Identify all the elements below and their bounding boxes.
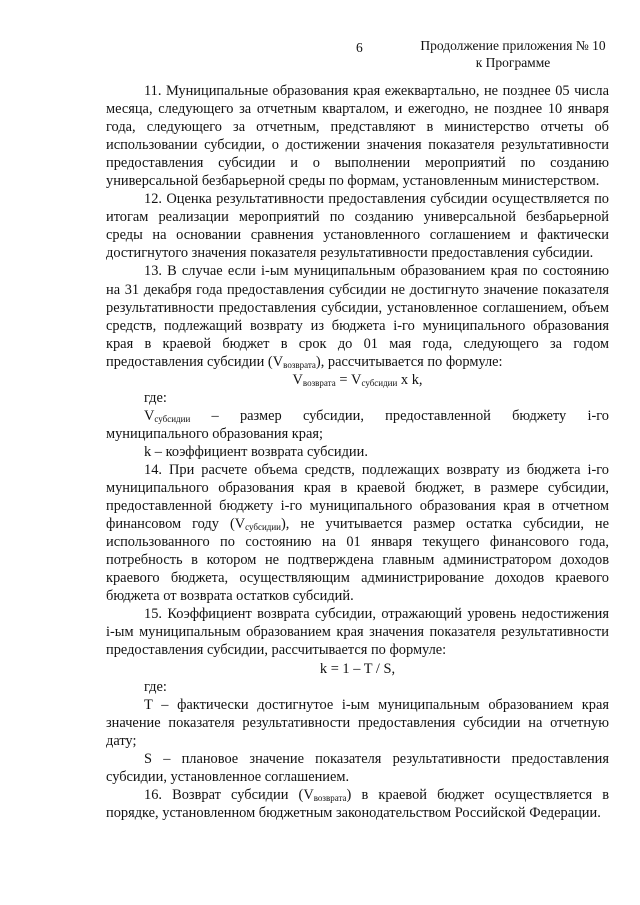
appendix-header — [410, 37, 616, 71]
formula-k: k = 1 – T / S, — [319, 660, 396, 677]
paragraph-15: 15. Коэффициент возврата субсидии, отражающий уровень недостижения i-ым муниципальным образованием края значения показателя результативности предоставления субсидии, рассчитывается по формуле: — [106, 606, 609, 659]
paragraph-16 — [106, 786, 609, 822]
subscript-subsidii: субсидии — [245, 522, 281, 533]
definition-k: k – коэффициент возврата субсидии. — [144, 443, 368, 460]
appendix-line-1: Продолжение приложения № 10 — [420, 38, 606, 53]
paragraph-11: 11. Муниципальные образования края ежеквартально, не позднее 05 числа месяца, следующего за отчетным кварталом, и ежегодно, не позднее 10 января года, следующего за отчетным, представляют в министерство отчеты об использовании субсидии, о достижении значения показателя результативности предоставления субсидии и о выполнении мероприятий по созданию универсальной безбарьерной среды по формам, установленным министерством. — [106, 83, 609, 190]
paragraph-16-tail: ) в краевой бюджет осуществляется в порядке, установленном бюджетным законодательством Российской Федерации. — [106, 786, 610, 821]
formula-tail: x k, — [397, 371, 423, 388]
where-label-1: где: — [144, 389, 167, 406]
paragraph-16-text: 16. Возврат субсидии (V — [144, 786, 314, 803]
definition-v-subsidii — [106, 407, 609, 443]
formula-v: V — [292, 371, 303, 388]
document-body — [106, 82, 609, 822]
formula-rhs-subscript: субсидии — [361, 377, 398, 388]
paragraph-13-text: 13. В случае если i-ым муниципальным образованием края по состоянию на 31 декабря года предоставления субсидии не достигнуто значение показателя результативности предоставления субсидии, установленное соглашением, объем средств, подлежащий возврату из бюджета i-го муниципального образования края в краевой бюджет в срок до 01 мая года, следующего за годом предоставления субсидии (V — [106, 263, 609, 370]
definition-s: S – плановое значение показателя результативности предоставления субсидии, установленное соглашением. — [106, 750, 609, 785]
paragraph-13 — [106, 262, 609, 370]
page-number: 6 — [356, 40, 363, 55]
subscript-vozvrata-2: возврата — [313, 792, 347, 803]
def-v-symbol: V — [144, 407, 155, 424]
appendix-line-2: к Программе — [475, 55, 551, 70]
paragraph-13-tail: ), рассчитывается по формуле: — [315, 353, 503, 370]
subscript-vozvrata: возврата — [283, 359, 316, 370]
paragraph-12: 12. Оценка результативности предоставления субсидии осуществляется по итогам реализации мероприятий по созданию универсальной безбарьерной среды на основании сравнения установленного соглашением и фактически достигнутого значения показателя результативности предоставления субсидии. — [106, 191, 609, 262]
def-v-text: – размер субсидии, предоставленной бюджету i-го муниципального образования края; — [106, 407, 609, 442]
paragraph-14 — [106, 461, 609, 605]
formula-equals: = V — [335, 371, 362, 388]
formula-v-subscript: возврата — [302, 377, 336, 388]
paragraph-14-text: 14. При расчете объема средств, подлежащих возврату из бюджета i-го муниципального образования края в краевой бюджет, в размере субсидии, предоставленной бюджету i-го муниципального образования края в отчетном финансовом году (V — [106, 461, 609, 533]
definition-t: T – фактически достигнутое i-ым муниципальным образованием края значение показателя результативности предоставления субсидии на отчетную дату; — [106, 696, 609, 749]
def-v-subscript: субсидии — [154, 413, 191, 424]
paragraph-14-tail: ), не учитывается размер остатка субсидии, не использованного по состоянию на 01 января текущего финансового года, потребность в котором не подтверждена главным администратором доходов краевого бюджета, осуществляющим администрирование доходов краевого бюджета от возврата остатков субсидий. — [106, 516, 610, 605]
formula-v-vozvrata — [106, 371, 609, 389]
where-label-2: где: — [144, 678, 167, 695]
